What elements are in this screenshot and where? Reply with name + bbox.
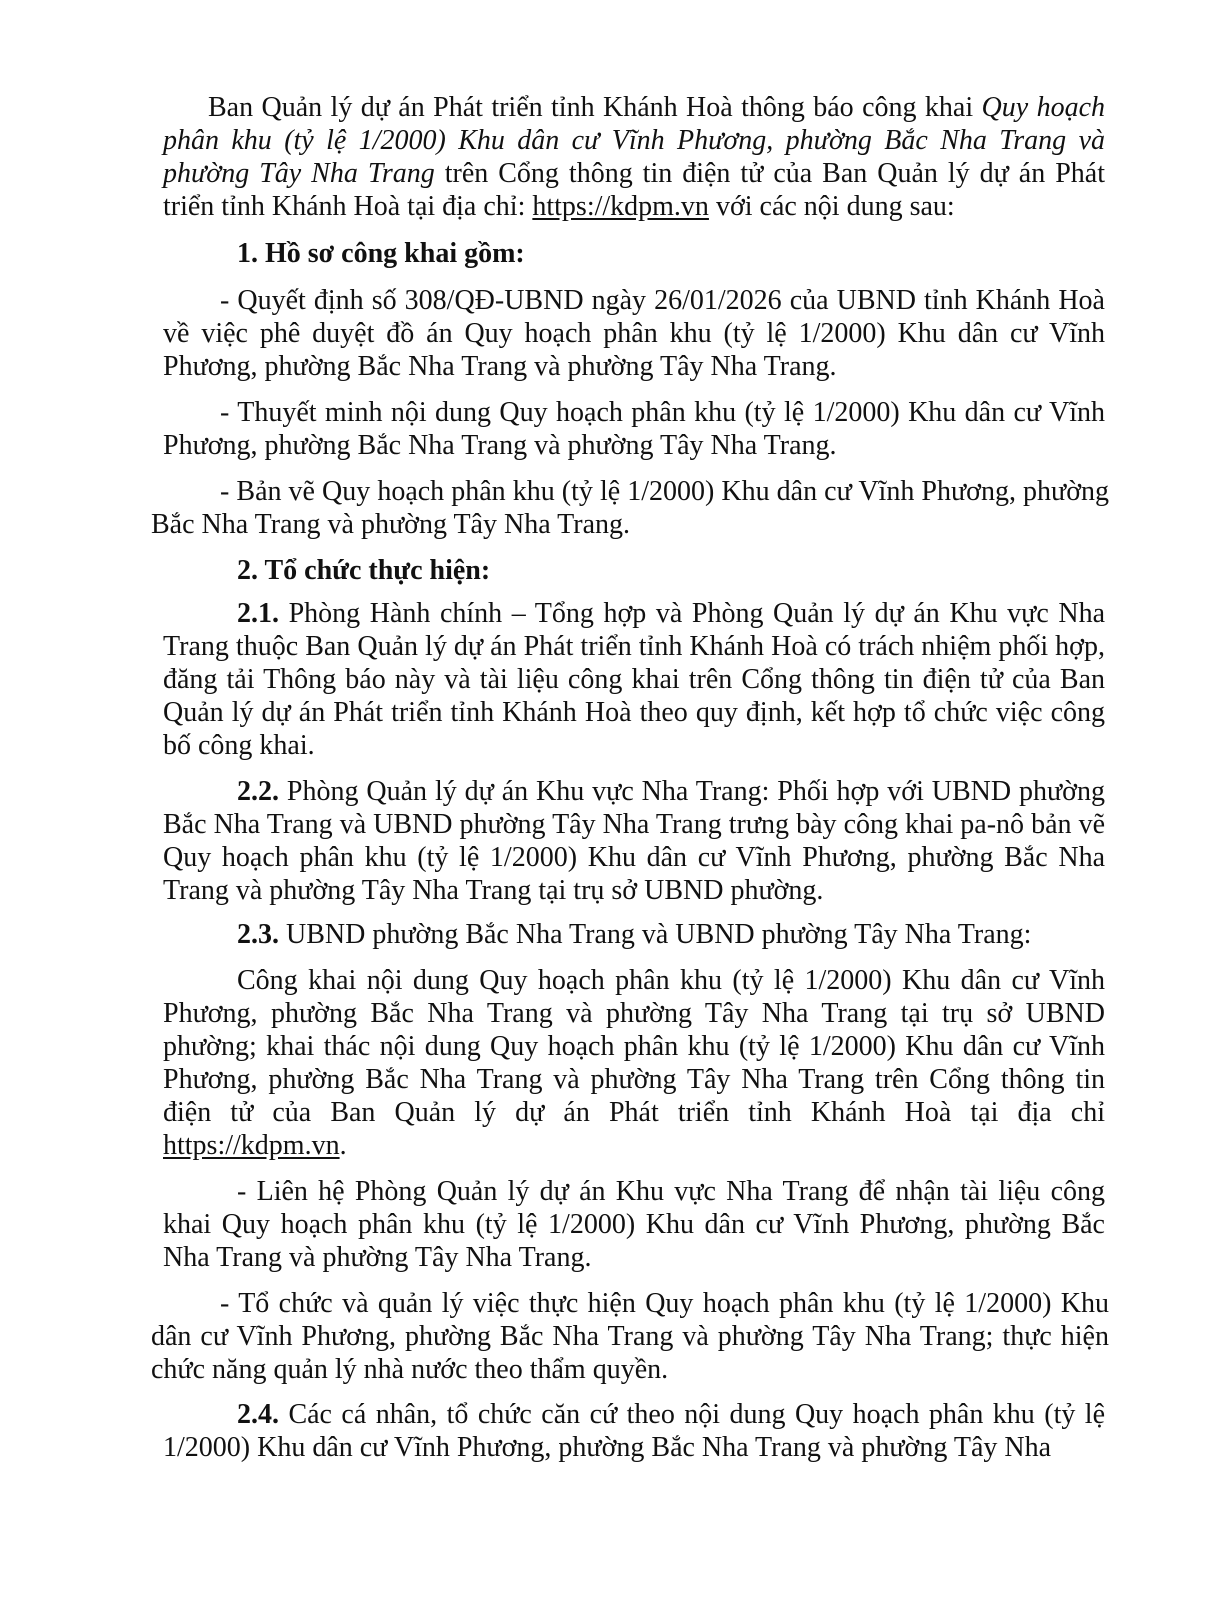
intro-text: Ban Quản lý dự án Phát triển tỉnh Khánh Hoà thông báo công khai xyxy=(208,92,982,123)
section-1-heading: 1. Hồ sơ công khai gồm: xyxy=(237,238,525,269)
subsection-2-3-paragraph xyxy=(163,964,1105,1162)
intro-text-2: trên Cổng thông tin điện tử của Ban Quản lý dự án Phát triển tỉnh Khánh Hoà tại địa chỉ: xyxy=(163,158,1105,222)
subsection-number: 2.2. xyxy=(237,776,279,807)
subsection-number: 2.4. xyxy=(237,1399,279,1430)
subsection-2-2 xyxy=(163,775,1105,907)
section-2-heading: 2. Tổ chức thực hiện: xyxy=(237,555,491,586)
intro-paragraph xyxy=(163,91,1105,223)
subsection-2-1 xyxy=(163,597,1105,762)
subsection-number: 2.1. xyxy=(237,598,279,629)
website-link[interactable]: https://kdpm.vn xyxy=(163,1130,340,1161)
website-link[interactable]: https://kdpm.vn xyxy=(532,191,709,222)
list-item: - Bản vẽ Quy hoạch phân khu (tỷ lệ 1/2000) Khu dân cư Vĩnh Phương, phường Bắc Nha Trang và phường Tây Nha Trang. xyxy=(151,476,1109,540)
intro-text-3: với các nội dung sau: xyxy=(708,191,955,222)
paragraph-end: . xyxy=(339,1130,347,1161)
list-item: - Liên hệ Phòng Quản lý dự án Khu vực Nha Trang để nhận tài liệu công khai Quy hoạch phân khu (tỷ lệ 1/2000) Khu dân cư Vĩnh Phương, phường Bắc Nha Trang và phường Tây Nha Trang. xyxy=(163,1176,1105,1273)
subsection-text: Phòng Quản lý dự án Khu vực Nha Trang: Phối hợp với UBND phường Bắc Nha Trang và UBND phường Tây Nha Trang trưng bày công khai pa-nô bản vẽ Quy hoạch phân khu (tỷ lệ 1/2000) Khu dân cư Vĩnh Phương, phường Bắc Nha Trang và phường Tây Nha Trang tại trụ sở UBND phường. xyxy=(163,776,1105,906)
subsection-text: Phòng Hành chính – Tổng hợp và Phòng Quản lý dự án Khu vực Nha Trang thuộc Ban Quản lý dự án Phát triển tỉnh Khánh Hoà có trách nhiệm phối hợp, đăng tải Thông báo này và tài liệu công khai trên Cổng thông tin điện tử của Ban Quản lý dự án Phát triển tỉnh Khánh Hoà theo quy định, kết hợp tổ chức việc công bố công khai. xyxy=(163,598,1105,761)
subsection-2-3 xyxy=(237,918,1105,951)
subsection-2-4 xyxy=(163,1398,1105,1464)
subsection-text: Các cá nhân, tổ chức căn cứ theo nội dung Quy hoạch phân khu (tỷ lệ 1/2000) Khu dân cư Vĩnh Phương, phường Bắc Nha Trang và phường Tây Nha xyxy=(163,1399,1105,1463)
list-item: - Quyết định số 308/QĐ-UBND ngày 26/01/2026 của UBND tỉnh Khánh Hoà về việc phê duyệt đồ án Quy hoạch phân khu (tỷ lệ 1/2000) Khu dân cư Vĩnh Phương, phường Bắc Nha Trang và phường Tây Nha Trang. xyxy=(163,285,1105,382)
plan-title: Quy hoạch phân khu (tỷ lệ 1/2000) Khu dân cư Vĩnh Phương, phường Bắc Nha Trang và phường Tây Nha Trang xyxy=(163,92,1106,189)
paragraph-text: Công khai nội dung Quy hoạch phân khu (tỷ lệ 1/2000) Khu dân cư Vĩnh Phương, phường Bắc Nha Trang và phường Tây Nha Trang tại trụ sở UBND phường; khai thác nội dung Quy hoạch phân khu (tỷ lệ 1/2000) Khu dân cư Vĩnh Phương, phường Bắc Nha Trang và phường Tây Nha Trang trên Cổng thông tin điện tử của Ban Quản lý dự án Phát triển tỉnh Khánh Hoà tại địa chỉ xyxy=(163,965,1105,1128)
list-item: - Thuyết minh nội dung Quy hoạch phân khu (tỷ lệ 1/2000) Khu dân cư Vĩnh Phương, phường Bắc Nha Trang và phường Tây Nha Trang. xyxy=(163,397,1105,461)
subsection-number: 2.3. xyxy=(237,919,279,950)
list-item: - Tổ chức và quản lý việc thực hiện Quy hoạch phân khu (tỷ lệ 1/2000) Khu dân cư Vĩnh Phương, phường Bắc Nha Trang và phường Tây Nha Trang; thực hiện chức năng quản lý nhà nước theo thẩm quyền. xyxy=(151,1288,1109,1385)
subsection-text: UBND phường Bắc Nha Trang và UBND phường Tây Nha Trang: xyxy=(279,919,1032,950)
